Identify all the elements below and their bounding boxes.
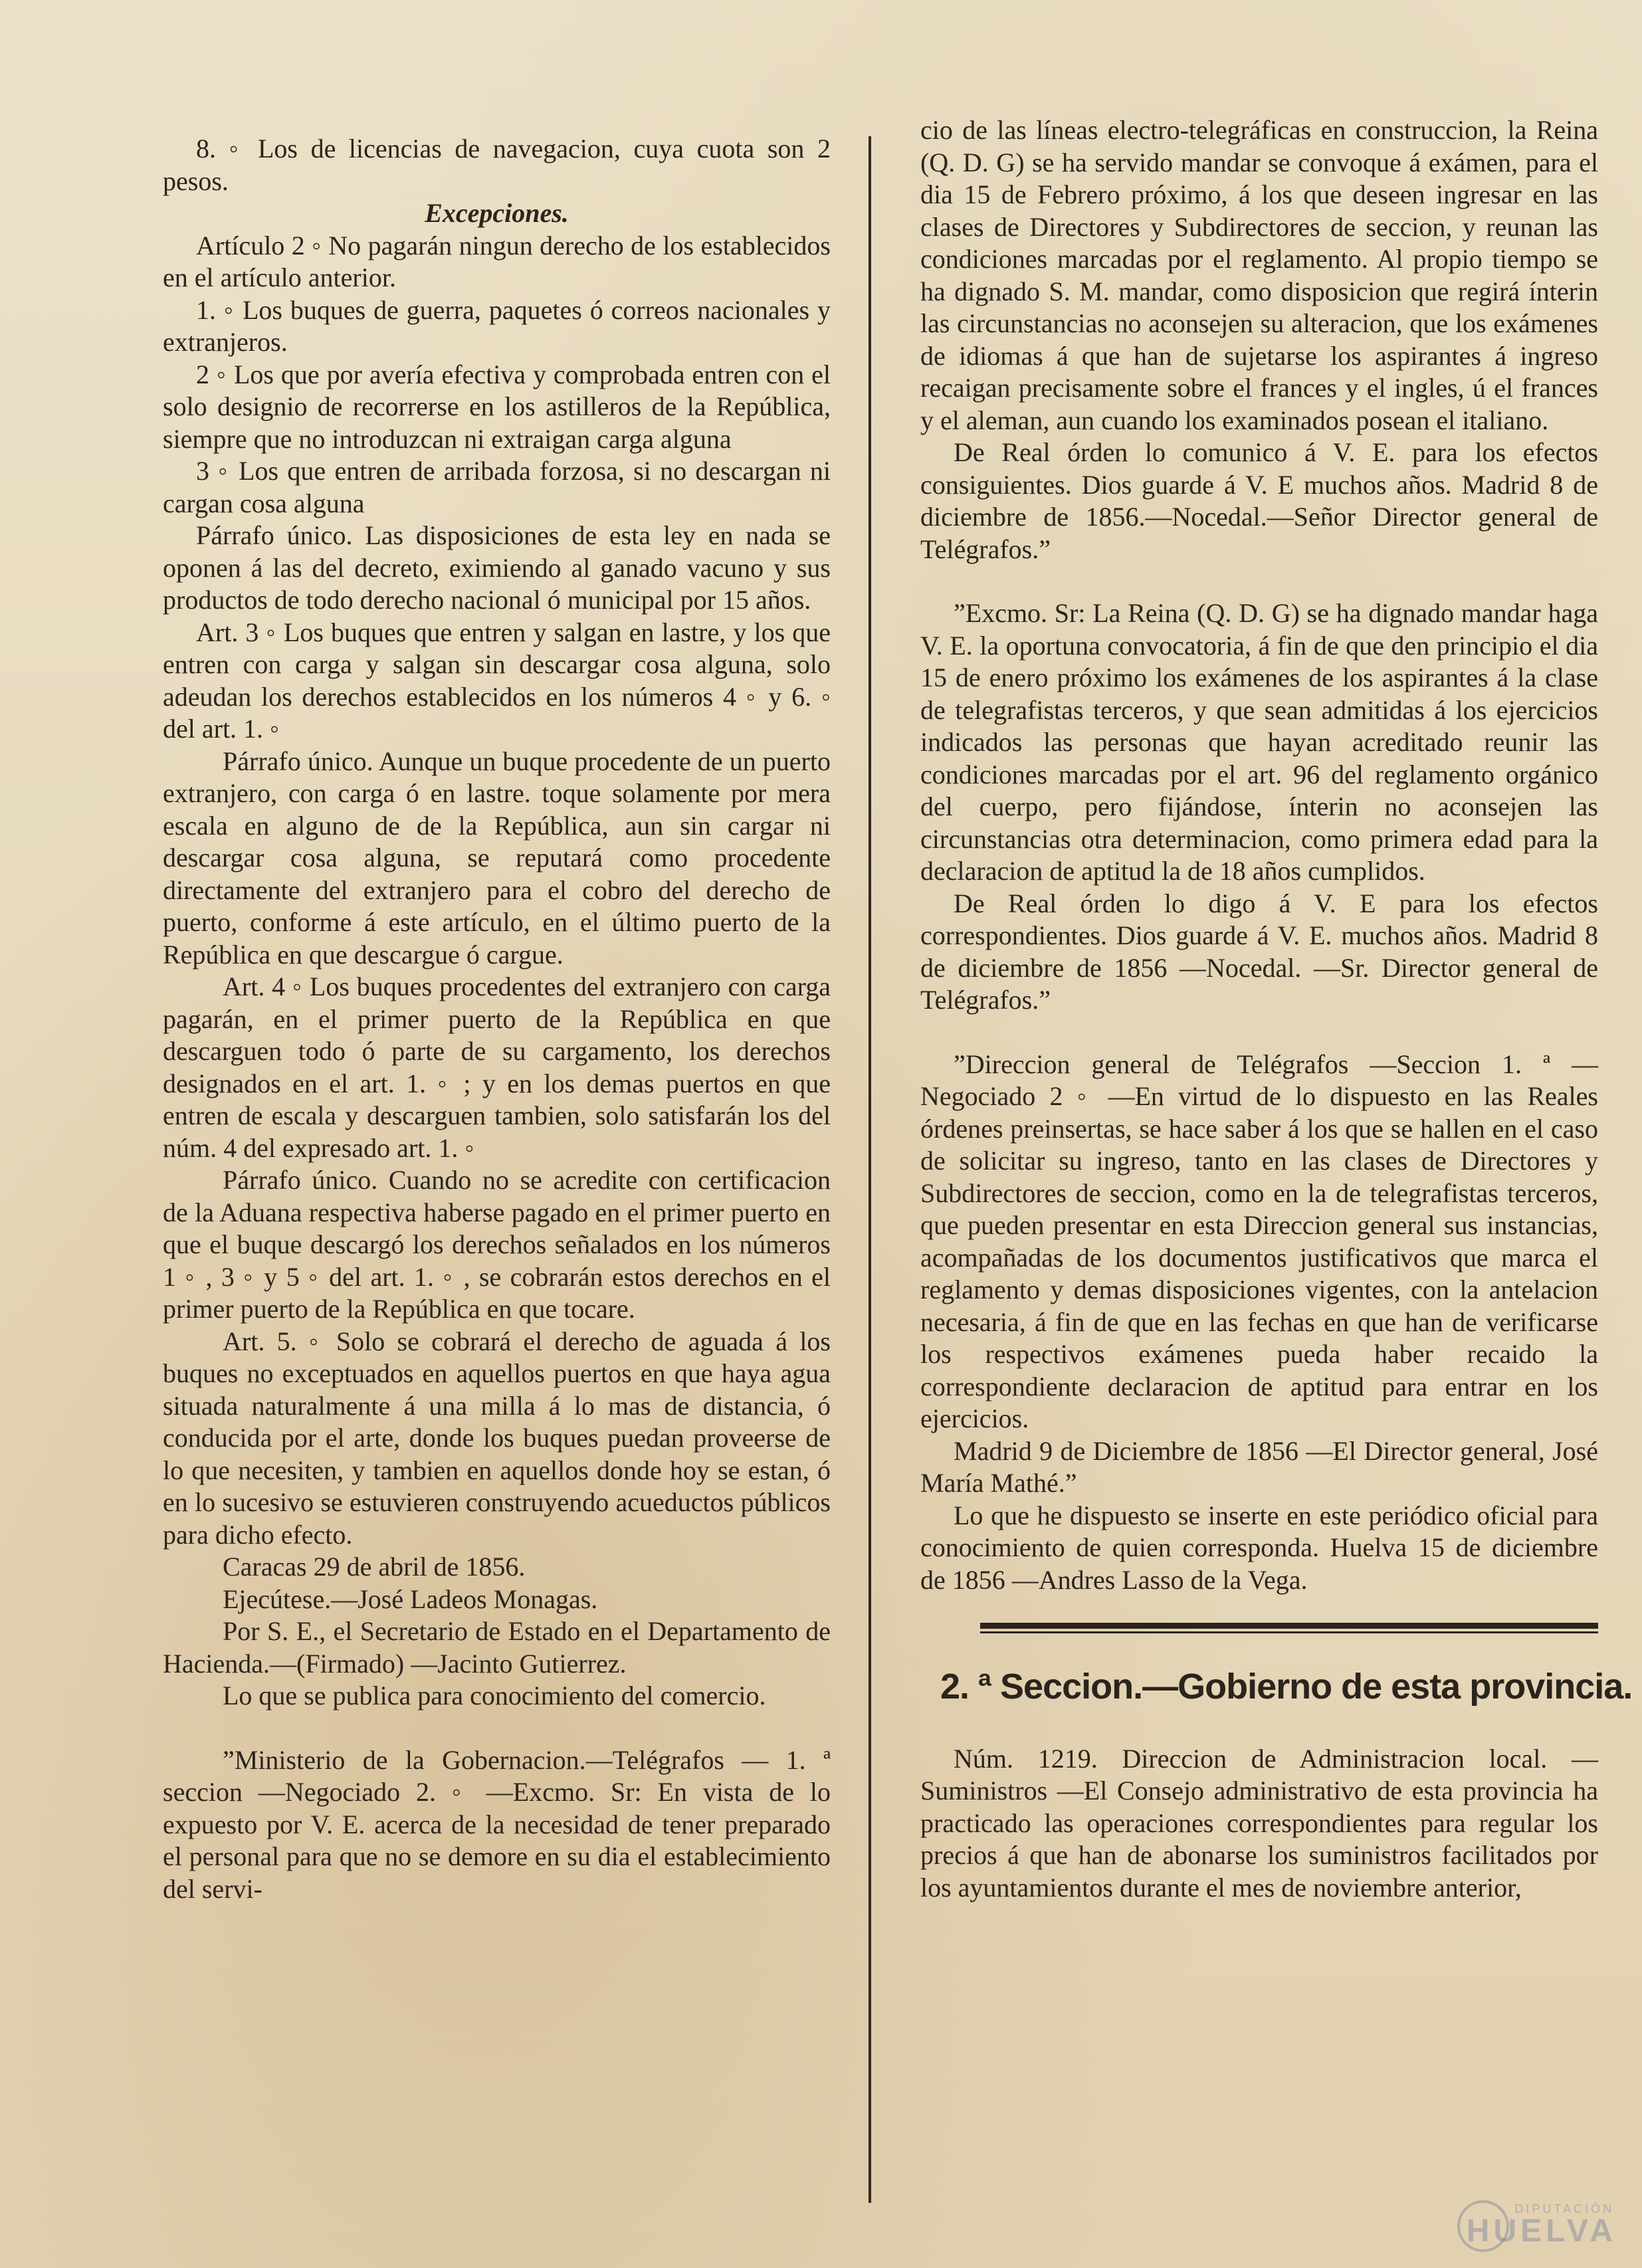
right-column-articles <box>920 114 1598 1596</box>
paragraph: 8. ◦ Los de licencias de navegacion, cuya cuota son 2 pesos. <box>163 134 831 196</box>
paragraph: Madrid 9 de Diciembre de 1856 —El Director general, José María Mathé.” <box>920 1435 1598 1498</box>
paragraph: 2 ◦ Los que por avería efectiva y comprobada entren con el solo designio de recorrerse en los astilleros de la República, siempre que no introduzcan ni extraigan carga alguna <box>163 359 831 454</box>
paragraph: cio de las líneas electro-telegráficas en construccion, la Reina (Q. D. G) se ha servido mandar se convoque á exámen, para el dia 15 de Febrero próximo, á los que deseen ingresar en las clases de Directores y Subdirectores de seccion, y reunan las condiciones marcadas por el reglamento. Al propio tiempo se ha dignado S. M. mandar, como disposicion que regirá ínterin las circunstancias no aconsejen su alteracion, que los exámenes de idiomas á que han de sujetarse los aspirantes á ingreso recaigan precisamente sobre el frances y el ingles, ú el frances y el aleman, aun cuando los examinados posean el italiano. <box>920 115 1598 435</box>
watermark-text: HUELVA <box>1466 2214 1617 2249</box>
paragraph: ”Excmo. Sr: La Reina (Q. D. G) se ha dignado mandar haga V. E. la oportuna convocatoria, á fin de que den principio el dia 15 de enero próximo los exámenes de los aspirantes á la clase de telegrafistas terceros, y que sean admitidas á los ejercicios indicados las personas que hayan acreditado reunir las condiciones marcadas por el art. 96 del reglamento orgánico del cuerpo, pero fijándose, ínterin no aconsejen las circunstancias otra determinacion, como primera edad para la declaracion de aptitud la de 18 años cumplidos. <box>920 598 1598 886</box>
left-column <box>163 133 831 1905</box>
paragraph: Párrafo único. Cuando no se acredite con certificacion de la Aduana respectiva haberse pagado en el primer puerto en que el buque descargó los derechos señalados en los números 1 ◦ , 3 ◦ y 5 ◦ del art. 1. ◦ , se cobrarán estos derechos en el primer puerto de la República en que tocare. <box>163 1165 831 1324</box>
paragraph-gap <box>920 566 1598 597</box>
paragraph: Por S. E., el Secretario de Estado en el Departamento de Hacienda.—(Firmado) —Jacinto Gutierrez. <box>163 1616 831 1679</box>
paragraph: ”Direccion general de Telégrafos —Seccion 1. ª —Negociado 2 ◦ —En virtud de lo dispuesto en las Reales órdenes preinsertas, se hace saber á los que se hallen en el caso de solicitar su ingreso, tanto en las clases de Directores y Subdirectores de seccion, como en la de telegrafistas terceros, que pueden presentar en esta Direccion general sus instancias, acompañadas de los documentos justificativos que marca el reglamento y demas disposiciones vigentes, con la antelacion necesaria, á fin de que en las fechas en que han de verificarse los respectivos exámenes pueda haber recaido la correspondiente declaracion de aptitud para entrar en los ejercicios. <box>920 1049 1598 1433</box>
section-divider <box>980 1623 1598 1633</box>
paragraph: De Real órden lo digo á V. E para los efectos correspondientes. Dios guarde á V. E. muchos años. Madrid 8 de diciembre de 1856 —Nocedal. —Sr. Director general de Telégrafos.” <box>920 888 1598 1015</box>
paragraph: Art. 5. ◦ Solo se cobrará el derecho de aguada á los buques no exceptuados en aquellos puertos en que haya agua situada naturalmente á una milla á lo mas de distancia, ó conducida por el arte, donde los buques puedan proveerse de lo que necesiten, y tambien en aquellos donde hoy se estan, ó en lo sucesivo se estuvieren construyendo acueductos públicos para dicho efecto. <box>163 1326 831 1550</box>
paragraph: Artículo 2 ◦ No pagarán ningun derecho de los establecidos en el artículo anterior. <box>163 230 831 292</box>
section-subtitle: Excepciones. <box>425 198 569 228</box>
paragraph-gap <box>163 1712 831 1744</box>
right-column-bottom <box>920 1743 1598 1905</box>
paragraph: Párrafo único. Las disposiciones de esta ley en nada se oponen á las del decreto, eximiendo al ganado vacuno y sus productos de todo derecho nacional ó municipal por 15 años. <box>163 520 831 615</box>
paragraph: Art. 3 ◦ Los buques que entren y salgan en lastre, y los que entren con carga y salgan sin descargar cosa alguna, solo adeudan los derechos establecidos en los números 4 ◦ y 6. ◦ del art. 1. ◦ <box>163 617 831 744</box>
paragraph: ”Ministerio de la Gobernacion.—Telégrafos — 1. ª seccion —Negociado 2. ◦ —Excmo. Sr: En vista de lo expuesto por V. E. acerca de la necesidad de tener preparado el personal para que no se demore en su dia el establecimiento del servi- <box>163 1744 831 1904</box>
paragraph: Lo que he dispuesto se inserte en este periódico oficial para conocimiento de quien corresponda. Huelva 15 de diciembre de 1856 —Andres Lasso de la Vega. <box>920 1500 1598 1595</box>
column-divider <box>869 136 871 2203</box>
paragraph: Ejecútese.—José Ladeos Monagas. <box>223 1584 598 1614</box>
watermark-small-text: DIPUTACIÓN <box>1514 2202 1614 2216</box>
section-header: 2. ª Seccion.—Gobierno de esta provincia. <box>940 1667 1633 1706</box>
paragraph: Párrafo único. Aunque un buque procedente de un puerto extranjero, con carga ó en lastre. toque solamente por mera escala en alguno de de la República, aun sin cargar ni descargar cosa alguna, se reputará como procedente directamente del extranjero para el cobro del derecho de puerto, conforme á este artículo, en el último puerto de la República en que descargue ó cargue. <box>163 746 831 970</box>
paragraph: Caracas 29 de abril de 1856. <box>223 1552 526 1582</box>
paragraph: Lo que se publica para conocimiento del comercio. <box>223 1681 766 1710</box>
paragraph: 1. ◦ Los buques de guerra, paquetes ó correos nacionales y extranjeros. <box>163 294 831 357</box>
paragraph: 3 ◦ Los que entren de arribada forzosa, si no descargan ni cargan cosa alguna <box>163 456 831 518</box>
right-column <box>920 114 1633 1904</box>
paragraph-gap <box>920 1017 1598 1049</box>
paragraph: Núm. 1219. Direccion de Administracion local. —Suministros —El Consejo administrativo de esta provincia ha practicado las operaciones correspondientes para regular los precios á que han de abonarse los suministros facilitados por los ayuntamientos durante el mes de noviembre anterior, <box>920 1743 1598 1903</box>
archive-watermark <box>1457 2196 1617 2256</box>
paragraph: De Real órden lo comunico á V. E. para los efectos consiguientes. Dios guarde á V. E muchos años. Madrid 8 de diciembre de 1856.—Nocedal.—Señor Director general de Telégrafos.” <box>920 437 1598 564</box>
paragraph: Art. 4 ◦ Los buques procedentes del extranjero con carga pagarán, en el primer puerto de la República en que descarguen todo ó parte de su cargamento, los derechos designados en el art. 1. ◦ ; y en los demas puertos en que entren de escala y descarguen tambien, solo satisfarán los del núm. 4 del expresado art. 1. ◦ <box>163 972 831 1163</box>
